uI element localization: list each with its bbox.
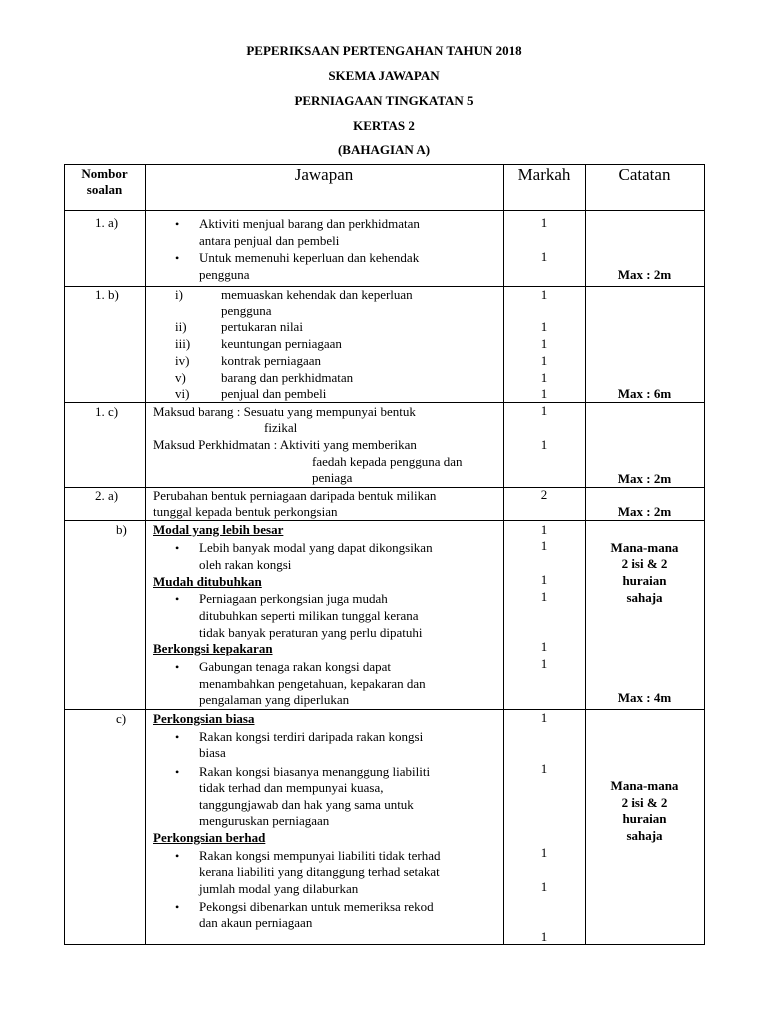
header-nombor: Nombor <box>81 166 128 181</box>
point-heading: Perkongsian biasa <box>153 711 255 726</box>
table-border-bottom <box>64 944 705 945</box>
note-line: Mana-mana <box>610 540 679 555</box>
answer-line: menguruskan perniagaan <box>199 813 330 828</box>
table-divider-1 <box>145 164 146 945</box>
answer-line: Lebih banyak modal yang dapat dikongsikan <box>199 540 433 555</box>
answer-line: Untuk memenuhi keperluan dan kehendak <box>199 250 420 265</box>
bullet-icon: • <box>175 217 180 231</box>
answer-line: barang dan perkhidmatan <box>221 370 354 385</box>
section-title: (BAHAGIAN A) <box>337 142 431 157</box>
exam-title: PEPERIKSAAN PERTENGAHAN TAHUN 2018 <box>246 43 522 58</box>
mark: 2 <box>540 487 548 502</box>
mark: 1 <box>540 249 548 264</box>
answer-line: Rakan kongsi terdiri daripada rakan kongsi <box>199 729 424 744</box>
max-note: Max : 2m <box>617 471 672 486</box>
max-note: Max : 2m <box>617 267 672 282</box>
note-line: sahaja <box>626 828 663 843</box>
row-divider <box>64 210 705 211</box>
answer-line: biasa <box>199 745 226 760</box>
mark: 1 <box>540 710 548 725</box>
item-number: ii) <box>175 319 187 334</box>
answer-line: antara penjual dan pembeli <box>199 233 340 248</box>
mark: 1 <box>540 845 548 860</box>
note-line: huraian <box>622 811 667 826</box>
mark: 1 <box>540 538 548 553</box>
mark: 1 <box>540 287 548 302</box>
max-note: Max : 4m <box>617 690 672 705</box>
mark: 1 <box>540 522 548 537</box>
answer-line: pengalaman yang diperlukan <box>199 692 350 707</box>
answer-line: fizikal <box>264 420 298 435</box>
paper-title: KERTAS 2 <box>353 118 415 133</box>
answer-line: faedah kepada pengguna dan <box>312 454 463 469</box>
answer-line: tunggal kepada bentuk perkongsian <box>153 504 338 519</box>
question-number: 1. b) <box>95 287 119 302</box>
header-markah: Markah <box>517 165 571 184</box>
answer-line: Perniagaan perkongsian juga mudah <box>199 591 388 606</box>
mark: 1 <box>540 639 548 654</box>
subject-title: PERNIAGAAN TINGKATAN 5 <box>294 93 474 108</box>
mark: 1 <box>540 656 548 671</box>
header-jawapan: Jawapan <box>294 165 354 184</box>
bullet-icon: • <box>175 900 180 914</box>
max-note: Max : 6m <box>617 386 672 401</box>
item-number: v) <box>175 370 186 385</box>
item-number: iv) <box>175 353 190 368</box>
table-border-left <box>64 164 65 945</box>
point-heading: Mudah ditubuhkan <box>153 574 262 589</box>
answer-line: Maksud barang : Sesuatu yang mempunyai bentuk <box>153 404 416 419</box>
item-number: vi) <box>175 386 190 401</box>
note-line: Mana-mana <box>610 778 679 793</box>
answer-line: menambahkan pengetahuan, kepakaran dan <box>199 676 426 691</box>
answer-line: memuaskan kehendak dan keperluan <box>221 287 413 302</box>
bullet-icon: • <box>175 849 180 863</box>
mark: 1 <box>540 929 548 944</box>
answer-line: penjual dan pembeli <box>221 386 327 401</box>
item-number: iii) <box>175 336 191 351</box>
answer-line: jumlah modal yang dilaburkan <box>199 881 359 896</box>
bullet-icon: • <box>175 660 180 674</box>
point-heading: Berkongsi kepakaran <box>153 641 273 656</box>
answer-line: peniaga <box>312 470 353 485</box>
question-number: 1. c) <box>95 404 119 419</box>
table-border-right <box>704 164 705 945</box>
note-line: 2 isi & 2 <box>621 556 668 571</box>
mark: 1 <box>540 437 548 452</box>
note-line: huraian <box>622 573 667 588</box>
bullet-icon: • <box>175 251 180 265</box>
answer-line: pertukaran nilai <box>221 319 303 334</box>
answer-line: pengguna <box>221 303 272 318</box>
answer-line: tidak banyak peraturan yang perlu dipatuhi <box>199 625 423 640</box>
answer-line: Aktiviti menjual barang dan perkhidmatan <box>199 216 420 231</box>
answer-line: Maksud Perkhidmatan : Aktiviti yang memberikan <box>153 437 417 452</box>
point-heading: Perkongsian berhad <box>153 830 266 845</box>
mark: 1 <box>540 336 548 351</box>
mark: 1 <box>540 370 548 385</box>
answer-line: dan akaun perniagaan <box>199 915 313 930</box>
table-divider-2 <box>503 164 504 945</box>
answer-line: tidak terhad dan mempunyai kuasa, <box>199 780 384 795</box>
row-divider <box>64 709 705 710</box>
question-number: b) <box>116 522 127 537</box>
note-line: sahaja <box>626 590 663 605</box>
note-line: 2 isi & 2 <box>621 795 668 810</box>
answer-line: kontrak perniagaan <box>221 353 321 368</box>
mark: 1 <box>540 589 548 604</box>
answer-line: kerana liabiliti yang ditanggung terhad setakat <box>199 864 440 879</box>
question-number: c) <box>116 711 127 726</box>
bullet-icon: • <box>175 765 180 779</box>
bullet-icon: • <box>175 592 180 606</box>
header-soalan: soalan <box>86 182 123 197</box>
mark: 1 <box>540 403 548 418</box>
question-number: 2. a) <box>95 488 119 503</box>
mark: 1 <box>540 319 548 334</box>
mark: 1 <box>540 386 548 401</box>
answer-line: keuntungan perniagaan <box>221 336 342 351</box>
answer-line: Perubahan bentuk perniagaan daripada bentuk milikan <box>153 488 437 503</box>
max-note: Max : 2m <box>617 504 672 519</box>
answer-line: oleh rakan kongsi <box>199 557 292 572</box>
point-heading: Modal yang lebih besar <box>153 522 284 537</box>
answer-line: pengguna <box>199 267 250 282</box>
bullet-icon: • <box>175 730 180 744</box>
mark: 1 <box>540 761 548 776</box>
answer-line: Rakan kongsi biasanya menanggung liabiliti <box>199 764 431 779</box>
mark: 1 <box>540 215 548 230</box>
mark: 1 <box>540 879 548 894</box>
mark: 1 <box>540 353 548 368</box>
item-number: i) <box>175 287 183 302</box>
answer-line: ditubuhkan seperti milikan tunggal kerana <box>199 608 419 623</box>
header-catatan: Catatan <box>618 165 671 184</box>
answer-line: Rakan kongsi mempunyai liabiliti tidak terhad <box>199 848 441 863</box>
answer-line: Pekongsi dibenarkan untuk memeriksa rekod <box>199 899 434 914</box>
bullet-icon: • <box>175 541 180 555</box>
answer-line: tanggungjawab dan hak yang sama untuk <box>199 797 414 812</box>
answer-line: Gabungan tenaga rakan kongsi dapat <box>199 659 392 674</box>
question-number: 1. a) <box>95 215 119 230</box>
mark: 1 <box>540 572 548 587</box>
scheme-title: SKEMA JAWAPAN <box>328 68 440 83</box>
